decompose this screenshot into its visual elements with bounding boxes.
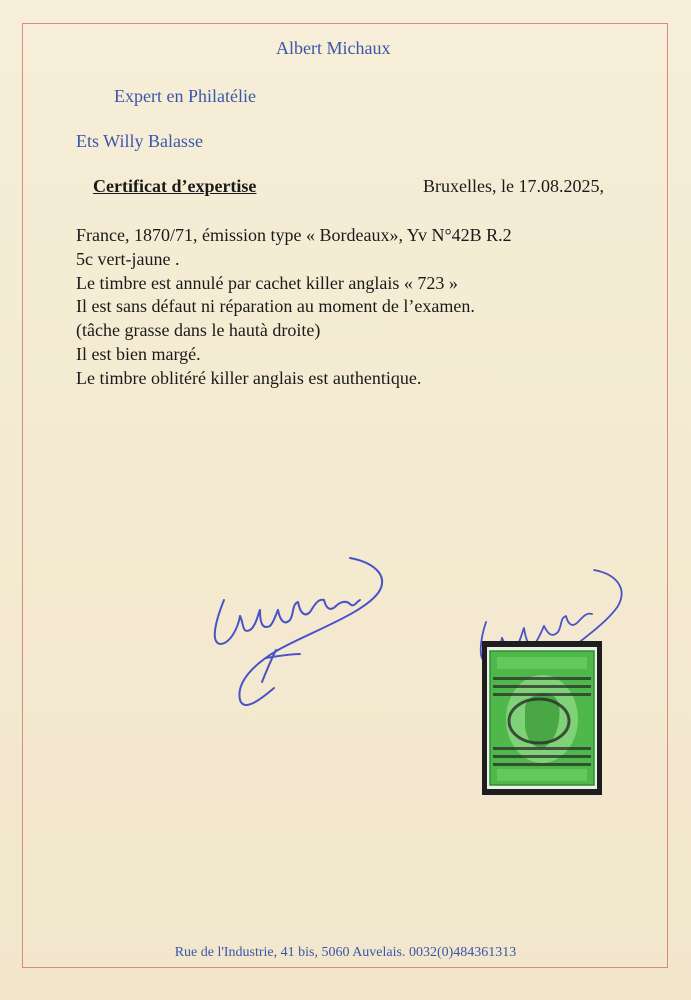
expert-title: Expert en Philatélie: [114, 86, 256, 106]
body-line: Le timbre oblitéré killer anglais est authentique.: [76, 367, 422, 388]
certificate-title: Certificat d’expertise: [93, 176, 257, 196]
expert-name: Albert Michaux: [276, 38, 391, 58]
company-name: Ets Willy Balasse: [76, 131, 203, 151]
body-line: Le timbre est annulé par cachet killer anglais « 723 »: [76, 272, 458, 293]
body-line: (tâche grasse dans le hautà droite): [76, 320, 321, 341]
postage-stamp: [487, 647, 597, 789]
body-line: Il est sans défaut ni réparation au moment de l’examen.: [76, 296, 475, 317]
body-line: Il est bien margé.: [76, 343, 201, 364]
stamp-mount: [482, 641, 602, 795]
body-line: France, 1870/71, émission type « Bordeaux», Yv N°42B R.2: [76, 225, 512, 245]
stamp-image: [487, 647, 597, 789]
certificate-body: [76, 224, 636, 391]
place-and-date: Bruxelles, le 17.08.2025,: [423, 176, 604, 196]
red-border-frame: [22, 23, 668, 968]
main-signature: [200, 550, 400, 720]
footer-address: Rue de l'Industrie, 41 bis, 5060 Auvelais. 0032(0)484361313: [174, 945, 517, 960]
body-line: 5c vert-jaune .: [76, 248, 180, 269]
